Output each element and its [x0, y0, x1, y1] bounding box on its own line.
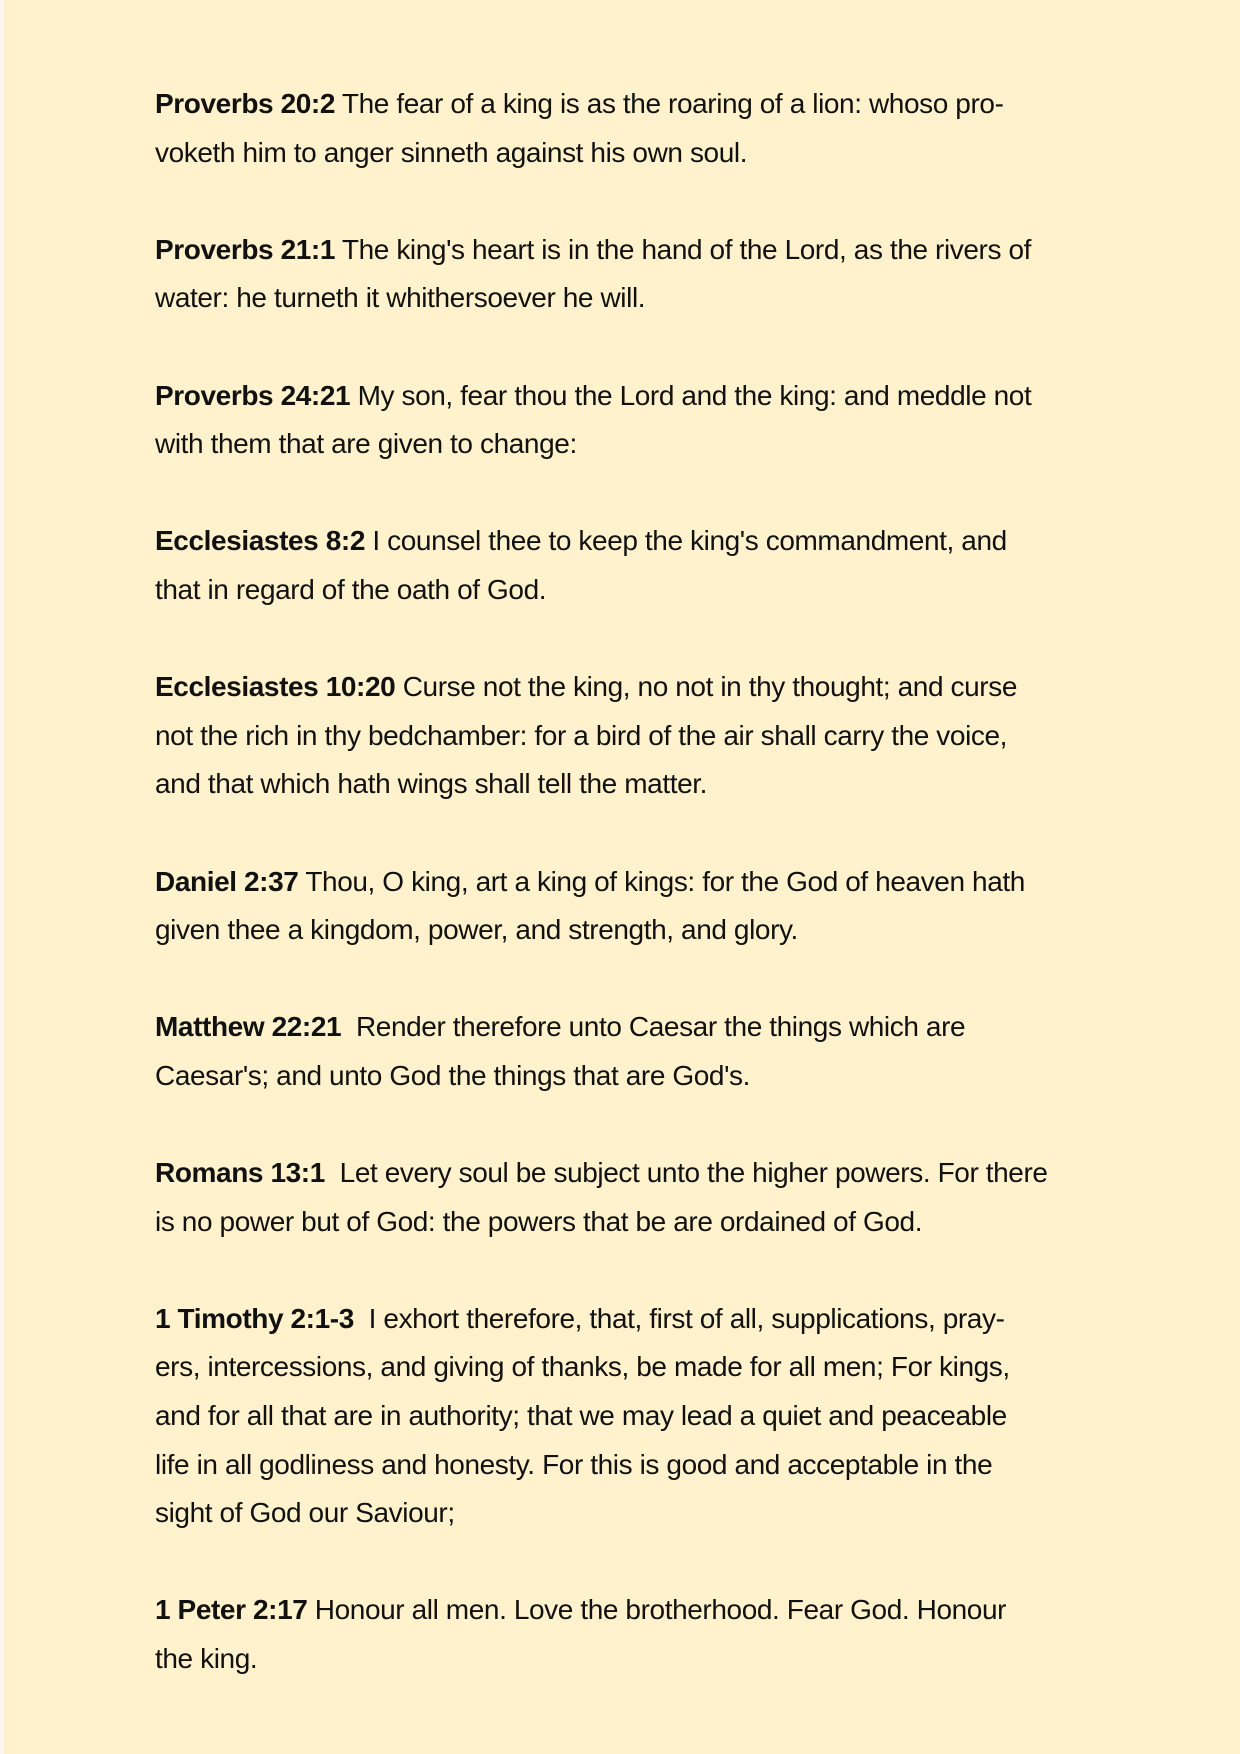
verse-1-peter-2-17	[155, 1586, 1155, 1683]
verse-matthew-22-21	[155, 1003, 1155, 1100]
verse-reference: Daniel 2:37	[155, 865, 299, 897]
verse-text: The fear of a king is as the roaring of a lion: whoso pro-	[335, 88, 1004, 119]
verse-proverbs-21-1	[155, 226, 1155, 323]
verse-reference: Proverbs 24:21	[155, 379, 351, 411]
verse-first-line	[155, 1149, 1155, 1198]
verse-line: with them that are given to change:	[155, 428, 577, 460]
verse-reference: Ecclesiastes 8:2	[155, 525, 365, 557]
verse-first-line	[155, 226, 1155, 275]
verse-first-line	[155, 1003, 1155, 1052]
verse-first-line	[155, 517, 1155, 566]
verse-romans-13-1	[155, 1149, 1155, 1246]
verse-text: My son, fear thou the Lord and the king: and meddle not	[350, 379, 1032, 411]
verse-text: The king's heart is in the hand of the Lord, as the rivers of	[335, 233, 1032, 265]
verse-line: and for all that are in authority; that we may lead a quiet and peaceable	[155, 1400, 1007, 1432]
verse-text: Render therefore unto Caesar the things which are	[341, 1011, 966, 1043]
verse-ecclesiastes-8-2	[155, 517, 1155, 614]
verse-line: is no power but of God: the powers that be are ordained of God.	[155, 1205, 923, 1237]
verse-reference: 1 Timothy 2:1-3	[155, 1302, 354, 1334]
verse-reference: Proverbs 20:2	[155, 88, 336, 119]
verse-line: not the rich in thy bedchamber: for a bird of the air shall carry the voice,	[155, 719, 1008, 751]
verse-daniel-2-37	[155, 858, 1155, 955]
verse-reference: 1 Peter 2:17	[155, 1594, 308, 1626]
verse-reference: Proverbs 21:1	[155, 233, 336, 265]
verse-line: the king.	[155, 1643, 258, 1674]
verse-first-line	[155, 80, 1155, 129]
verse-first-line	[155, 1586, 1155, 1635]
verse-line: that in regard of the oath of God.	[155, 573, 547, 605]
verse-line: life in all godliness and honesty. For this is good and acceptable in the	[155, 1448, 993, 1480]
verse-line: sight of God our Saviour;	[155, 1497, 455, 1529]
verse-text: Thou, O king, art a king of kings: for the God of heaven hath	[298, 865, 1025, 897]
verse-line: Caesar's; and unto God the things that are God's.	[155, 1059, 751, 1091]
document-page	[155, 80, 1155, 1732]
verse-text: I exhort therefore, that, first of all, supplications, pray-	[353, 1302, 1005, 1334]
verse-text: Honour all men. Love the brotherhood. Fear God. Honour	[307, 1594, 1007, 1626]
verse-proverbs-20-2	[155, 80, 1155, 177]
verse-reference: Romans 13:1	[155, 1157, 325, 1189]
verse-reference: Ecclesiastes 10:20	[155, 671, 396, 703]
verse-line: ers, intercessions, and giving of thanks, be made for all men; For kings,	[155, 1351, 1010, 1383]
verse-first-line	[155, 663, 1155, 712]
verse-text: I counsel thee to keep the king's commandment, and	[365, 525, 1007, 557]
verse-line: given thee a kingdom, power, and strength, and glory.	[155, 914, 798, 946]
verse-first-line	[155, 372, 1155, 421]
verse-first-line	[155, 1295, 1155, 1344]
verse-line: water: he turneth it whithersoever he will.	[155, 282, 646, 314]
verse-ecclesiastes-10-20	[155, 663, 1155, 809]
verse-line: voketh him to anger sinneth against his own soul.	[155, 136, 748, 168]
verse-proverbs-24-21	[155, 372, 1155, 469]
page-edge	[0, 0, 4, 1754]
verse-1-timothy-2-1-3	[155, 1295, 1155, 1538]
verse-text: Let every soul be subject unto the higher powers. For there	[324, 1157, 1048, 1189]
verse-first-line	[155, 858, 1155, 907]
verse-line: and that which hath wings shall tell the matter.	[155, 768, 708, 800]
verse-text: Curse not the king, no not in thy thought; and curse	[395, 671, 1017, 703]
verse-reference: Matthew 22:21	[155, 1011, 342, 1043]
